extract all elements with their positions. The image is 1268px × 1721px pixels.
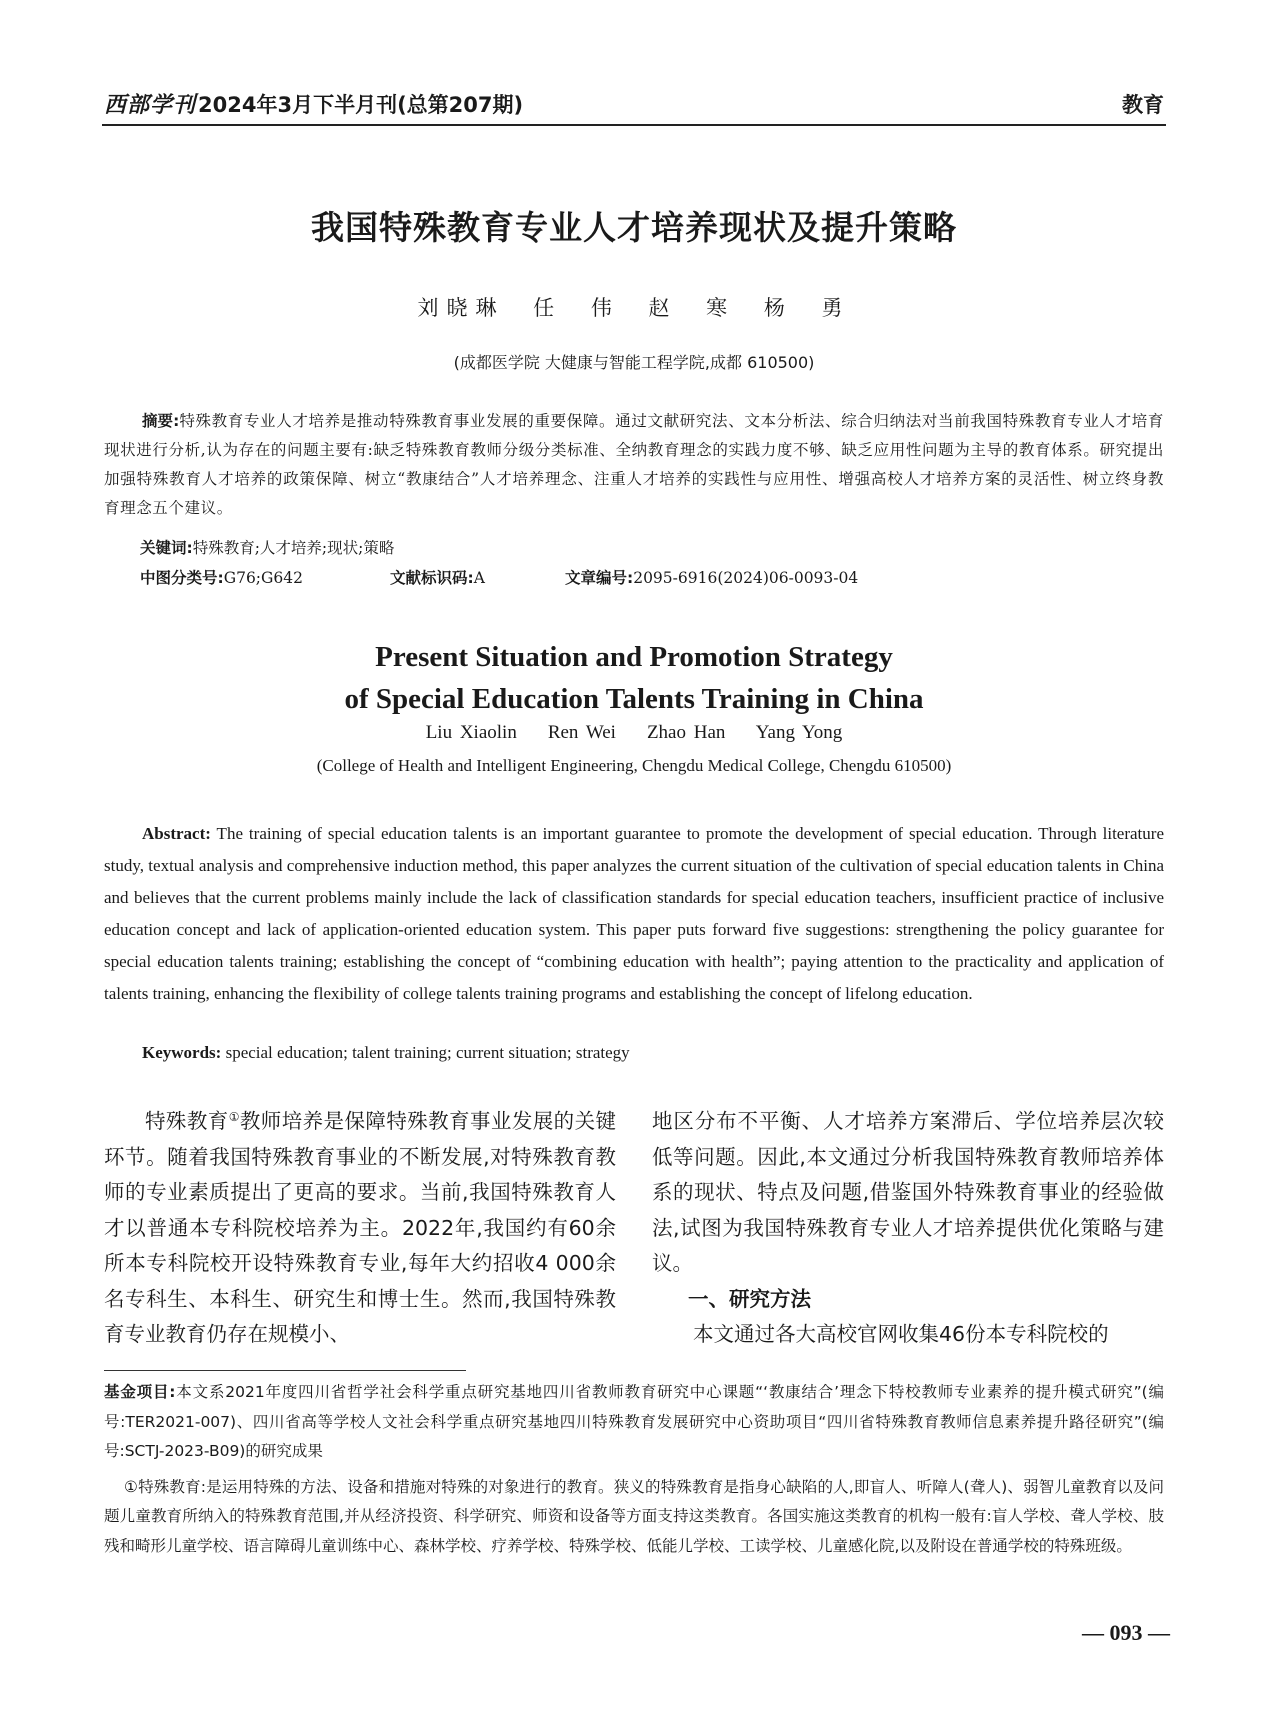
article-title-cn: 我国特殊教育专业人才培养现状及提升策略 xyxy=(311,208,957,247)
article-title-en-line1: Present Situation and Promotion Strategy xyxy=(375,641,893,673)
abstract-en-label: Abstract: xyxy=(142,824,211,843)
fund-label: 基金项目: xyxy=(104,1383,176,1401)
abstract-cn-text: 特殊教育专业人才培养是推动特殊教育事业发展的重要保障。通过文献研究法、文本分析法、综合归纳法对当前我国特殊教育专业人才培育现状进行分析,认为存在的问题主要有:缺乏特殊教育教师分级分类标准、全纳教育理念的实践力度不够、缺乏应用性问题为主导的教育体系。研究提出加强特殊教育人才培养的政策保障、树立“教康结合”人才培养理念、注重人才培养的实践性与应用性、增强高校人才培养方案的灵活性、树立终身教育理念五个建议。 xyxy=(104,412,1165,517)
footnote-ref[interactable]: ① xyxy=(228,1110,240,1124)
abstract-cn-label: 摘要: xyxy=(142,412,180,430)
running-head xyxy=(104,88,1164,119)
doc-label: 文献标识码: xyxy=(390,569,474,587)
clc-label: 中图分类号: xyxy=(140,569,224,587)
abstract-cn xyxy=(104,407,1164,523)
keywords-en-text: special education; talent training; current situation; strategy xyxy=(221,1043,630,1062)
abstract-en xyxy=(104,818,1164,1010)
authors-cn: 刘晓琳 任 伟 赵 寒 杨 勇 xyxy=(417,296,851,320)
footnote-rule xyxy=(104,1370,466,1371)
body-text: 教师培养是保障特殊教育事业发展的关键环节。随着我国特殊教育事业的不断发展,对特殊教育教师的专业素质提出了更高的要求。当前,我国特殊教育人才以普通本专科院校培养为主。2022年,我国约有60余所本专科院校开设特殊教育专业,每年大约招收4 000余名专科生、本科生、研究生和博士生。然而,我国特殊教育专业教育仍存在规模小、 xyxy=(104,1109,617,1346)
article-label: 文章编号: xyxy=(565,569,634,587)
abstract-en-text: The training of special education talents is an important guarantee to promote the development of special education. Through literature study, textual analysis and comprehensive induction method, this paper analyzes the current situation of the cultivation of special education talents in China and believes that the current problems mainly include the lack of classification standards for special education teachers, insufficient practice of inclusive education concept and lack of application-oriented education system. This paper puts forward five suggestions: strengthening the policy guarantee for special education talents training; establishing the concept of “combining education with health”; paying attention to the practicality and application of talents training, enhancing the flexibility of college talents training programs and establishing the concept of lifelong education. xyxy=(104,824,1164,1003)
affiliation-en: (College of Health and Intelligent Engineering, Chengdu Medical College, Chengdu 610500) xyxy=(316,756,952,775)
footnotes xyxy=(104,1378,1164,1561)
affiliation-cn: (成都医学院 大健康与智能工程学院,成都 610500) xyxy=(453,353,815,372)
clc-number xyxy=(140,566,390,588)
journal-logo: 西部学刊 xyxy=(104,92,197,118)
body-column-left xyxy=(104,1104,616,1353)
classification-line xyxy=(140,566,1040,588)
keywords-en-label: Keywords: xyxy=(142,1043,222,1062)
keywords-cn-text: 特殊教育;人才培养;现状;策略 xyxy=(192,539,395,557)
page-number: — 093 — xyxy=(1082,1620,1170,1645)
keywords-cn-label: 关键词: xyxy=(140,539,193,557)
body-paragraph xyxy=(104,1104,616,1353)
doc-value: A xyxy=(473,569,485,587)
clc-value: G76;G642 xyxy=(223,569,303,587)
issue-info: 2024年3月下半月刊(总第207期) xyxy=(198,93,524,117)
section-heading: 一、研究方法 xyxy=(688,1286,811,1311)
article-title-en-line2: of Special Education Talents Training in China xyxy=(344,683,924,715)
footnote-1: ①特殊教育:是运用特殊的方法、设备和措施对特殊的对象进行的教育。狭义的特殊教育是指身心缺陷的人,即盲人、听障人(聋人)、弱智儿童教育以及问题儿童教育所纳入的特殊教育范围,并从经济投资、科学研究、师资和设备等方面支持这类教育。各国实施这类教育的机构一般有:盲人学校、聋人学校、肢残和畸形儿童学校、语言障碍儿童训练中心、森林学校、疗养学校、特殊学校、低能儿学校、工读学校、儿童感化院,以及附设在普通学校的特殊班级。 xyxy=(104,1477,1164,1555)
body-text: 特殊教育 xyxy=(145,1109,229,1133)
running-head-left xyxy=(104,88,523,119)
body-columns xyxy=(104,1104,1164,1353)
doc-code xyxy=(390,566,565,588)
article-title-en xyxy=(0,636,1268,720)
column-name: 教育 xyxy=(1122,93,1164,117)
keywords-en xyxy=(142,1043,630,1063)
fund-note xyxy=(104,1378,1164,1467)
keywords-cn xyxy=(140,536,394,558)
article-number xyxy=(565,566,858,588)
body-paragraph: 本文通过各大高校官网收集46份本专科院校的 xyxy=(693,1322,1109,1346)
article-value: 2095-6916(2024)06-0093-04 xyxy=(633,569,859,587)
body-column-right xyxy=(652,1104,1164,1353)
authors-en: Liu Xiaolin Ren Wei Zhao Han Yang Yong xyxy=(425,722,843,743)
body-paragraph: 地区分布不平衡、人才培养方案滞后、学位培养层次较低等问题。因此,本文通过分析我国特殊教育教师培养体系的现状、特点及问题,借鉴国外特殊教育事业的经验做法,试图为我国特殊教育专业人才培养提供优化策略与建议。 xyxy=(652,1109,1164,1275)
fund-text: 本文系2021年度四川省哲学社会科学重点研究基地四川省教师教育研究中心课题“‘教康结合’理念下特校教师专业素养的提升模式研究”(编号:TER2021-007)、四川省高等学校人文社会科学重点研究基地四川特殊教育发展研究中心资助项目“四川省特殊教育教师信息素养提升路径研究”(编号:SCTJ-2023-B09)的研究成果 xyxy=(104,1383,1164,1460)
header-rule xyxy=(102,124,1166,126)
